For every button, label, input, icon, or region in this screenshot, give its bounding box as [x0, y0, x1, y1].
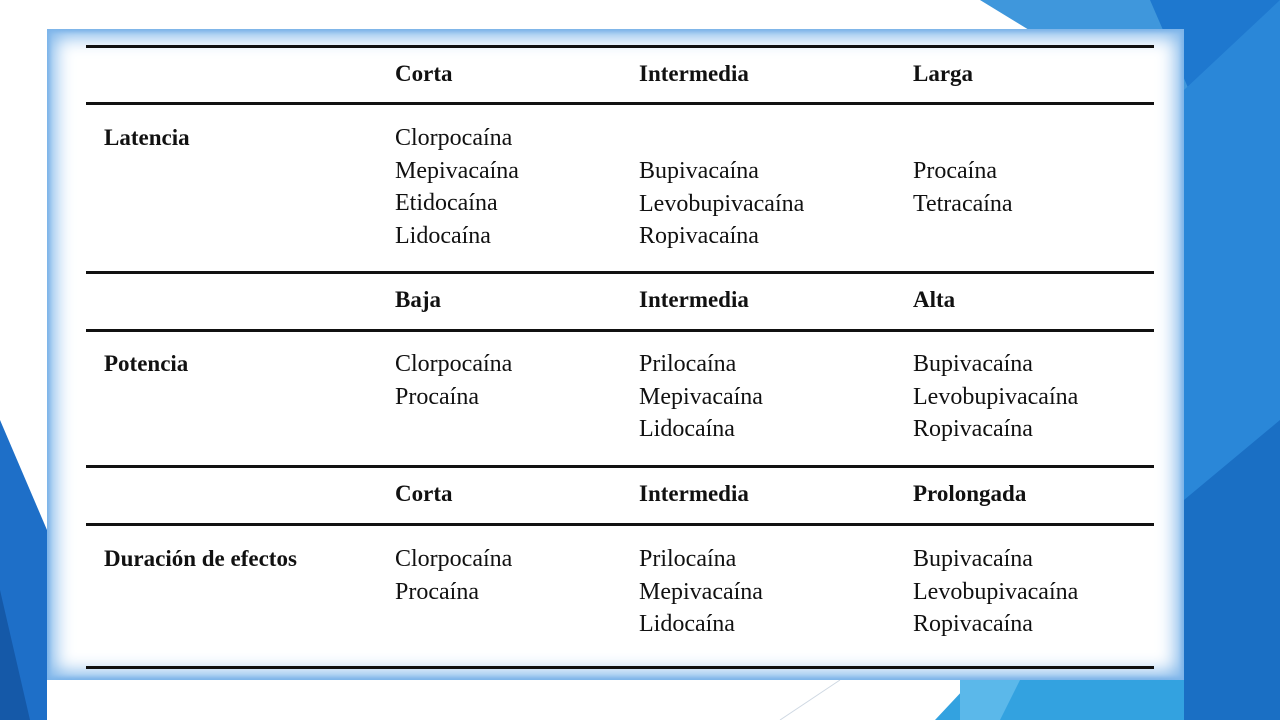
- list-item: Bupivacaína: [913, 351, 1033, 377]
- column-header: Alta: [913, 287, 956, 312]
- cell-list: [639, 543, 763, 641]
- column-header: Corta: [395, 61, 453, 86]
- list-item: Bupivacaína: [639, 158, 759, 184]
- list-item: Ropivacaína: [913, 611, 1033, 637]
- list-item: Procaína: [395, 578, 479, 605]
- list-item: Etidocaína: [395, 190, 498, 216]
- row-label: Duración de efectos: [104, 546, 297, 571]
- column-header: Intermedia: [639, 481, 749, 506]
- column-header: Intermedia: [639, 287, 749, 312]
- cell-list: [913, 543, 1078, 641]
- list-item: Mepivacaína: [395, 157, 519, 184]
- table-rule: [86, 102, 1154, 105]
- cell-list: [913, 348, 1078, 446]
- list-item: Levobupivacaína: [913, 383, 1079, 410]
- cell-list: [395, 122, 519, 252]
- list-item: Ropivacaína: [913, 416, 1033, 442]
- list-item: Ropivacaína: [639, 223, 759, 249]
- list-item: Levobupivacaína: [639, 190, 805, 217]
- row-label: Latencia: [104, 125, 190, 150]
- list-item: Bupivacaína: [913, 546, 1033, 572]
- list-item: Prilocaína: [639, 546, 737, 572]
- cell-list: [639, 155, 804, 253]
- list-item: Lidocaína: [639, 611, 735, 637]
- list-item: Tetracaína: [913, 190, 1013, 217]
- table-rule: [86, 45, 1154, 48]
- list-item: Clorpocaína: [395, 546, 513, 572]
- table-rule: [86, 465, 1154, 468]
- column-header: Corta: [395, 481, 453, 506]
- list-item: Mepivacaína: [639, 383, 763, 410]
- cell-list: [913, 155, 1013, 220]
- anesthetics-table: [86, 45, 1154, 669]
- table-rule: [86, 523, 1154, 526]
- row-label: Potencia: [104, 351, 189, 376]
- cell-list: [395, 543, 512, 608]
- cell-list: [395, 348, 512, 413]
- cell-list: [639, 348, 763, 446]
- list-item: Procaína: [395, 383, 479, 410]
- table-rule: [86, 329, 1154, 332]
- list-item: Procaína: [913, 158, 997, 184]
- list-item: Mepivacaína: [639, 578, 763, 605]
- table-image: [47, 29, 1184, 680]
- list-item: Lidocaína: [639, 416, 735, 442]
- list-item: Clorpocaína: [395, 125, 513, 151]
- list-item: Lidocaína: [395, 222, 491, 249]
- column-header: Prolongada: [913, 481, 1027, 506]
- list-item: Levobupivacaína: [913, 578, 1079, 605]
- list-item: Clorpocaína: [395, 351, 513, 377]
- table-rule: [86, 666, 1154, 669]
- table-rule: [86, 271, 1154, 274]
- list-item: Prilocaína: [639, 351, 737, 377]
- column-header: Baja: [395, 287, 441, 312]
- column-header: Intermedia: [639, 61, 749, 86]
- column-header: Larga: [913, 61, 974, 86]
